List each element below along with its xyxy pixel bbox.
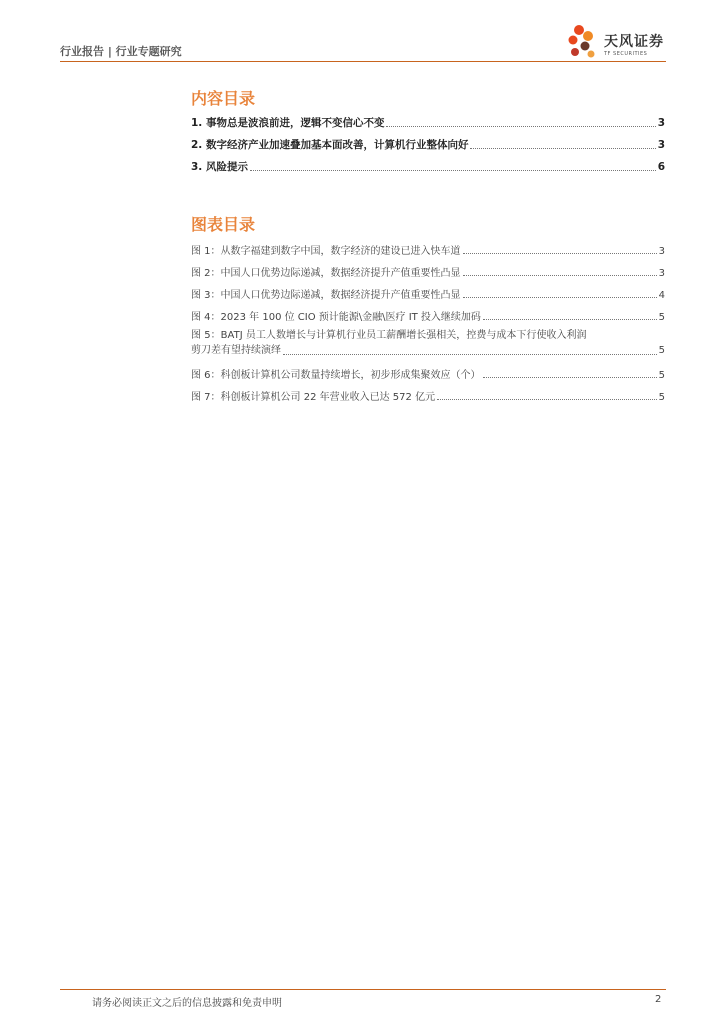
figure-item-7[interactable] [191,388,665,403]
figure-item-1[interactable] [191,242,665,257]
leader-dots [470,148,655,149]
toc-item-label: 1. 事物总是波浪前进，逻辑不变信心不变 [191,117,385,129]
toc-item-page: 6 [657,161,665,173]
page-number: 2 [655,994,662,1005]
toc-item-label: 2. 数字经济产业加速叠加基本面改善，计算机行业整体向好 [191,139,469,151]
leader-dots [483,377,657,378]
figure-item-page: 5 [658,392,665,403]
figure-item-label: 图 4：2023 年 100 位 CIO 预计能源\金融\医疗 IT 投入继续加码 [191,312,481,323]
toc-item-page: 3 [657,139,665,151]
contents-title: 内容目录 [191,89,256,108]
toc-item-label: 3. 风险提示 [191,161,248,173]
header-divider [60,61,666,62]
figure-item-page: 3 [658,246,665,257]
figure-item-label-continued: 剪刀差有望持续演绎 [191,345,281,356]
figure-item-6[interactable] [191,366,665,381]
figure-item-3[interactable] [191,286,665,301]
leader-dots [437,399,657,400]
figure-item-label: 图 6：科创板计算机公司数量持续增长，初步形成集聚效应（个） [191,370,481,381]
figure-item-label: 图 7：科创板计算机公司 22 年营业收入已达 572 亿元 [191,392,436,403]
figure-item-label: 图 1：从数字福建到数字中国，数字经济的建设已进入快车道 [191,246,461,257]
leader-dots [463,297,657,298]
figure-item-page: 5 [658,345,665,356]
brand-subtitle: TF SECURITIES [604,51,648,57]
leader-dots [283,354,657,355]
leader-dots [483,319,657,320]
report-breadcrumb: 行业报告 | 行业专题研究 [60,45,182,58]
figure-item-page: 5 [658,370,665,381]
leader-dots [463,253,657,254]
footer-divider [60,989,666,990]
toc-item-3[interactable] [191,159,665,174]
figure-item-page: 5 [658,312,665,323]
footer-disclaimer: 请务必阅读正文之后的信息披露和免责申明 [92,998,282,1009]
figure-item-page: 4 [658,290,665,301]
brand-name: 天风证券 [604,34,664,50]
figure-item-5[interactable] [191,328,665,358]
toc-item-2[interactable] [191,137,665,152]
figure-item-2[interactable] [191,264,665,279]
figure-item-label: 图 5：BATJ 员工人数增长与计算机行业员工薪酬增长强相关，控费与成本下行使收入利润 [191,330,587,341]
toc-item-page: 3 [657,117,665,129]
figure-item-page: 3 [658,268,665,279]
toc-item-1[interactable] [191,115,665,130]
leader-dots [250,170,656,171]
figure-item-label: 图 3：中国人口优势边际递减，数据经济提升产值重要性凸显 [191,290,461,301]
leader-dots [386,126,655,127]
leader-dots [463,275,657,276]
figure-item-4[interactable] [191,308,665,323]
figures-title: 图表目录 [191,215,256,234]
figure-item-label: 图 2：中国人口优势边际递减，数据经济提升产值重要性凸显 [191,268,461,279]
